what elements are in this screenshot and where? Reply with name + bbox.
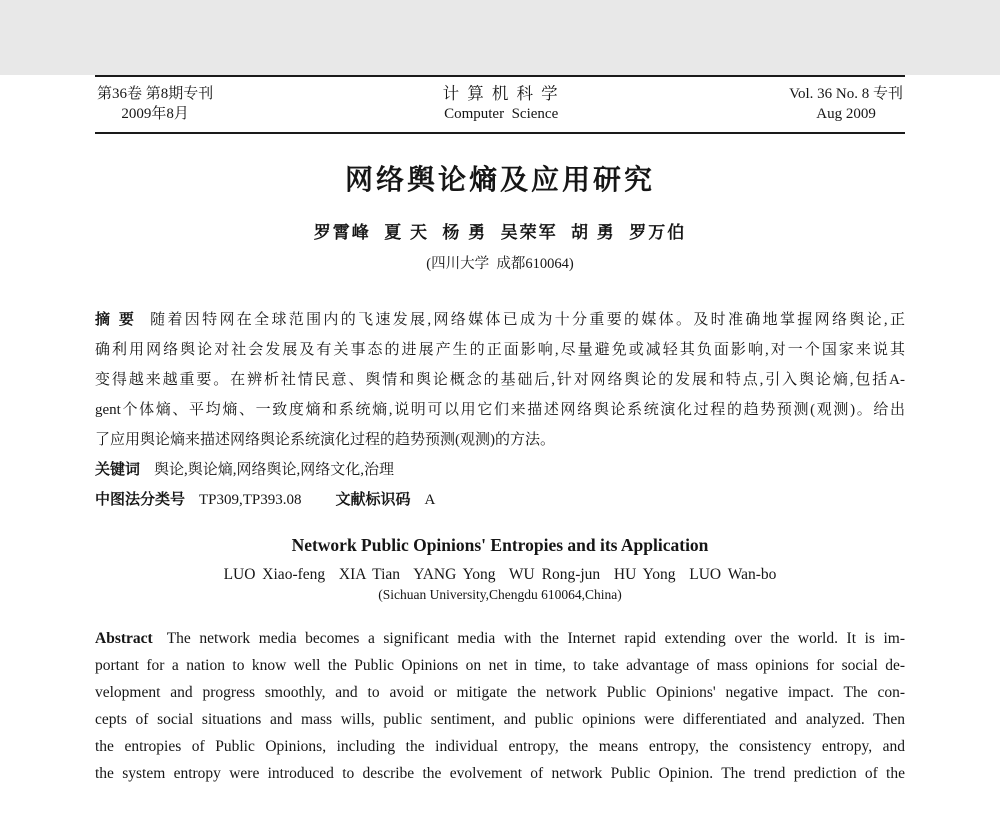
- header-right: [789, 84, 903, 124]
- header-left: [97, 84, 213, 124]
- authors-en: LUO Xiao-feng XIA Tian YANG Yong WU Rong-jun HU Yong LUO Wan-bo: [223, 566, 777, 583]
- journal-title-cn: 计 算 机 科 学: [442, 84, 560, 103]
- doc-code-value: A: [424, 492, 436, 508]
- header-volume-issue-cn: 第36卷 第8期专刊: [97, 86, 214, 102]
- abstract-en-line: cepts of social situations and mass wills, public sentiment, and public opinions were differentiated and analyzed. Then: [95, 711, 905, 728]
- journal-title-en: Computer Science: [444, 106, 559, 122]
- abstract-en-line-text: The network media becomes a significant media with the Internet rapid extending over the world. It is im-: [166, 630, 905, 647]
- abstract-cn-line: gent个体熵、平均熵、一致度熵和系统熵,说明可以用它们来描述网络舆论系统演化过程的趋势预测(观测)。给出: [95, 402, 905, 418]
- clc-value: TP309,TP393.08: [199, 492, 302, 508]
- doc-code-label: 文献标识码: [335, 491, 411, 508]
- abstract-en-line-partial: the system entropy were introduced to describe the evolvement of network Public Opinion. The trend prediction of the: [95, 765, 905, 782]
- abstract-cn-line: [95, 305, 905, 335]
- header-date-cn: 2009年8月: [121, 106, 189, 122]
- abstract-en: [95, 625, 905, 787]
- clc-row: [95, 485, 905, 515]
- header-center: [443, 84, 560, 124]
- abstract-cn-line: 变得越来越重要。在辨析社情民意、舆情和舆论概念的基础后,针对网络舆论的发展和特点,引入舆论熵,包括A-: [95, 372, 905, 388]
- header-volume-issue-en: Vol. 36 No. 8 专刊: [789, 86, 903, 102]
- paper-page: [0, 75, 1000, 835]
- paper-title-cn: 网络舆论熵及应用研究: [344, 164, 655, 195]
- abstract-en-line: the entropies of Public Opinions, including the individual entropy, the means entropy, the consistency entropy, and: [95, 738, 905, 755]
- affiliation-cn: (四川大学 成都610064): [426, 256, 574, 272]
- keywords-text: 舆论,舆论熵,网络舆论,网络文化,治理: [154, 462, 395, 478]
- abstract-en-line: [95, 625, 905, 652]
- keywords-label: 关键词: [95, 461, 141, 478]
- header-date-en: Aug 2009: [816, 106, 876, 122]
- clc-label: 中图法分类号: [95, 491, 186, 508]
- abstract-en-label: Abstract: [95, 630, 153, 647]
- journal-header: [95, 75, 905, 134]
- abstract-cn-line: 确利用网络舆论对社会发展及有关事态的进展产生的正面影响,尽量避免或减轻其负面影响,对一个国家来说其: [95, 342, 905, 358]
- abstract-cn: [95, 305, 905, 455]
- abstract-cn-line-text: 随着因特网在全球范围内的飞速发展,网络媒体已成为十分重要的媒体。及时准确地掌握网络舆论,正: [150, 312, 905, 328]
- abstract-cn-label: 摘 要: [95, 311, 137, 328]
- affiliation-en: (Sichuan University,Chengdu 610064,China): [378, 587, 622, 602]
- abstract-cn-line: 了应用舆论熵来描述网络舆论系统演化过程的趋势预测(观测)的方法。: [95, 432, 555, 448]
- paper-title-en: Network Public Opinions' Entropies and its Application: [291, 535, 709, 555]
- authors-cn: 罗霄峰 夏 天 杨 勇 吴荣军 胡 勇 罗万伯: [313, 223, 687, 242]
- abstract-en-line: velopment and progress smoothly, and to avoid or mitigate the network Public Opinions' negative impact. The con-: [95, 684, 905, 701]
- abstract-en-line: portant for a nation to know well the Public Opinions on net in time, to take advantage of mass opinions for social de-: [95, 657, 905, 674]
- keywords-row: [95, 455, 905, 485]
